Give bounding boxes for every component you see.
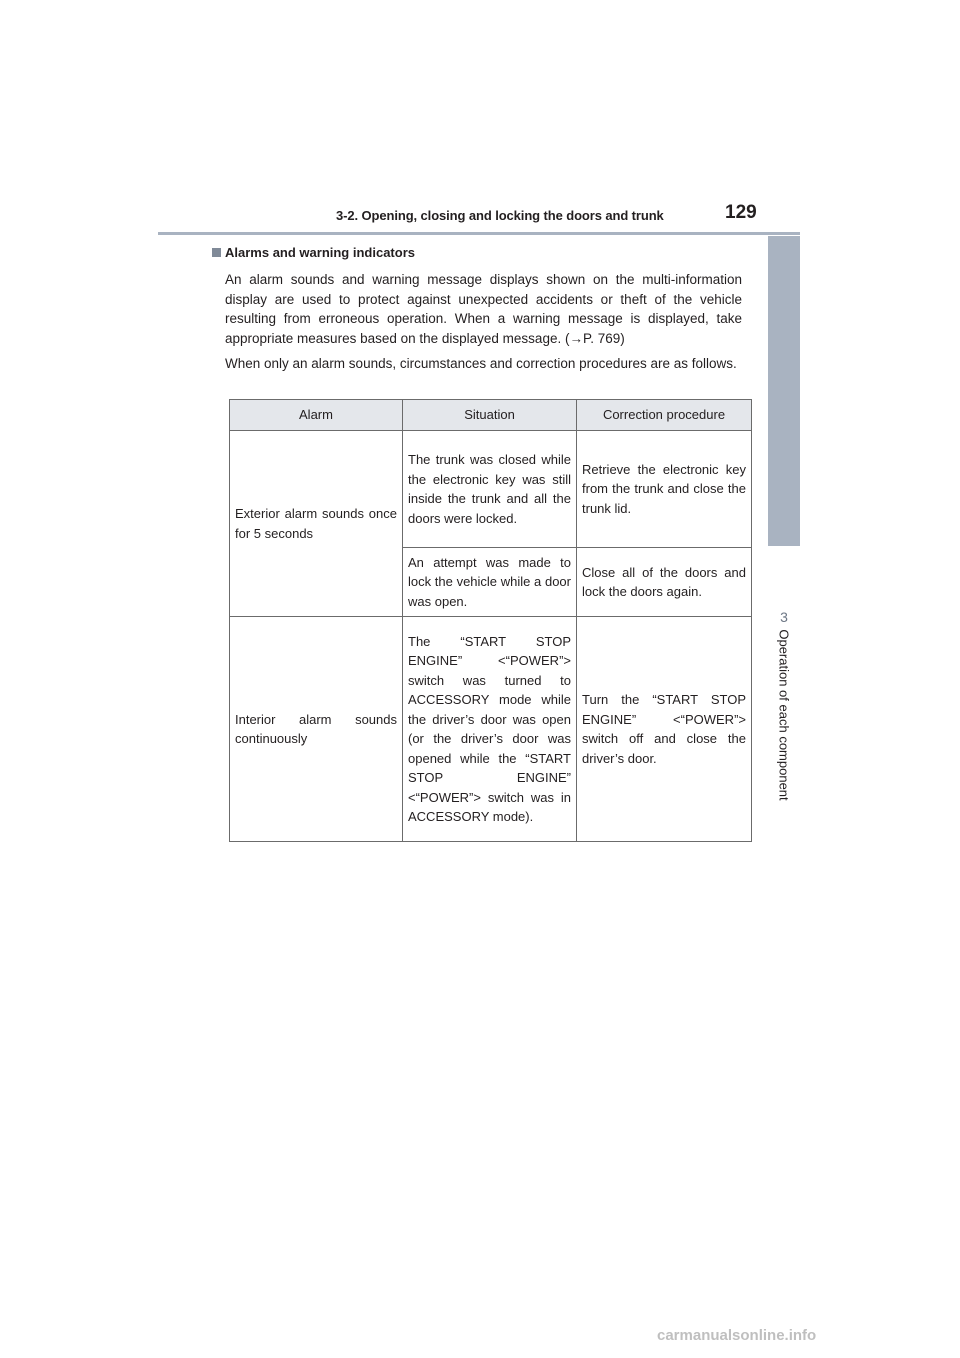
correction-cell: Retrieve the electronic key from the trunk and close the trunk lid.	[577, 431, 752, 548]
alarm-cell: Exterior alarm sounds once for 5 seconds	[230, 431, 403, 617]
alarm-only-paragraph: When only an alarm sounds, circumstances and correction procedures are as follows.	[225, 356, 737, 371]
chapter-name: Operation of each component	[776, 629, 792, 801]
situation-cell: The trunk was closed while the electronic key was still inside the trunk and all the doors were locked.	[403, 431, 577, 548]
chapter-number: 3	[780, 609, 788, 625]
header-correction: Correction procedure	[577, 400, 752, 431]
header-situation: Situation	[403, 400, 577, 431]
alarm-table	[229, 399, 752, 842]
situation-cell: The “START STOP ENGINE” <“POWER”> switch was turned to ACCESSORY mode while the driver’s door was open (or the driver’s door was opened while the “START STOP ENGINE” <“POWER”> switch was in ACCESSORY mode).	[403, 617, 577, 842]
square-bullet-icon	[212, 248, 221, 257]
page-number: 129	[725, 202, 757, 223]
table-row	[230, 617, 752, 842]
chapter-side-tab	[768, 236, 800, 546]
header-divider	[158, 232, 800, 235]
correction-cell: Turn the “START STOP ENGINE” <“POWER”> switch off and close the driver’s door.	[577, 617, 752, 842]
correction-cell: Close all of the doors and lock the doors again.	[577, 548, 752, 617]
header-alarm: Alarm	[230, 400, 403, 431]
section-heading-text: Alarms and warning indicators	[225, 245, 415, 260]
table-header-row	[230, 400, 752, 431]
intro-paragraph: An alarm sounds and warning message displays shown on the multi-information display are used to protect against unexpected accidents or theft of the vehicle resulting from erroneous operation. When a warning message is displayed, take appropriate measures based on the displayed message. (→P. 769)	[225, 272, 742, 346]
table-row	[230, 431, 752, 548]
watermark-text: carmanualsonline.info	[657, 1327, 817, 1344]
situation-cell: An attempt was made to lock the vehicle while a door was open.	[403, 548, 577, 617]
header-section-title: 3-2. Opening, closing and locking the doors and trunk	[336, 208, 664, 223]
alarm-cell: Interior alarm sounds continuously	[230, 617, 403, 842]
section-heading	[212, 245, 415, 260]
